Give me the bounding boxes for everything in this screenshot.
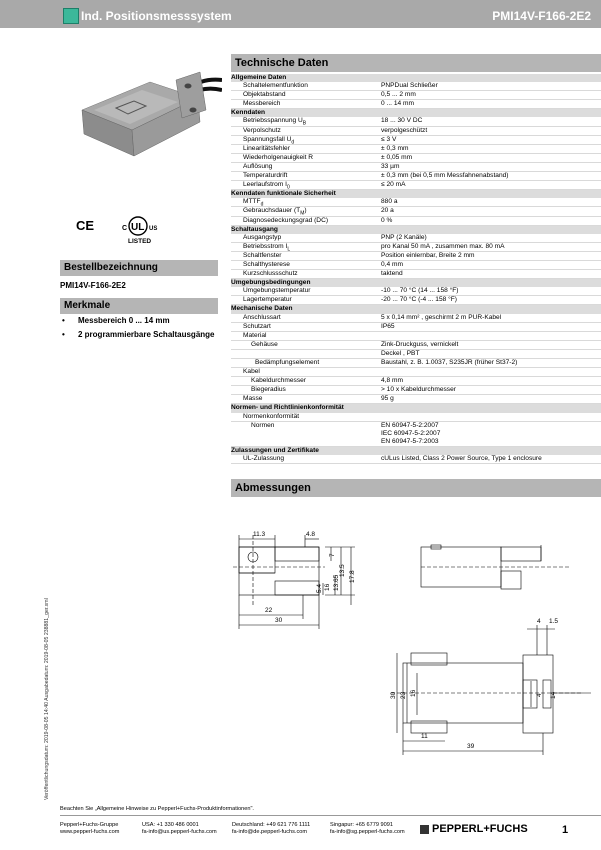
tech-section-header: [231, 447, 601, 455]
dim-label: 23: [400, 691, 407, 699]
tech-value: PNPDual Schließer: [381, 82, 438, 90]
tech-key: Messbereich: [243, 100, 281, 108]
tech-row: [231, 127, 601, 136]
footer-group: Pepperl+Fuchs-Gruppe www.pepperl-fuchs.com: [60, 822, 120, 835]
tech-key-subscript: B: [302, 120, 307, 127]
publication-info: Veröffentlichungsdatum: 2019-08-05 14:40 Ausgabedatum: 2019-08-05 238881_ger.xml: [44, 598, 50, 800]
tech-key: Masse: [243, 395, 263, 403]
tech-value: 0,5 ... 2 mm: [381, 91, 416, 99]
tech-key: Bedämpfungselement: [255, 359, 320, 366]
tech-row: [231, 455, 601, 464]
tech-row: [231, 270, 601, 279]
dim-label: 7: [329, 553, 336, 557]
dim-label: 1.5: [549, 618, 559, 625]
header-bar: [0, 0, 601, 28]
tech-key: Temperaturdrift: [243, 172, 288, 180]
ce-mark: CE: [76, 218, 95, 233]
tech-row: [231, 136, 601, 145]
tech-row: [231, 422, 601, 447]
tech-row: [231, 413, 601, 422]
tech-key-subscript: d: [260, 201, 264, 208]
tech-row: [231, 350, 601, 359]
tech-row: [231, 154, 601, 163]
tech-key: Normen- und Richtlinienkonformität: [231, 404, 344, 412]
dim-label: 39: [467, 743, 475, 750]
tech-row: [231, 314, 601, 323]
tech-value: Deckel , PBT: [381, 349, 420, 357]
tech-row: [231, 395, 601, 404]
dim-label: 16: [410, 689, 417, 697]
tech-row: [231, 145, 601, 154]
product-code: PMI14V-F166-2E2: [492, 9, 591, 23]
tech-value: -20 ... 70 °C (-4 ... 158 °F): [381, 296, 457, 304]
dim-label: 4.8: [306, 531, 316, 538]
ul-listed-label: LISTED: [128, 238, 152, 245]
footer-germany: Deutschland: +49 621 776 1111 fa-info@de.pepperl-fuchs.com: [232, 822, 311, 835]
tech-key: Diagnosedeckungsgrad (DC): [243, 216, 329, 224]
footer-email[interactable]: fa-info@sg.pepperl-fuchs.com: [330, 829, 405, 835]
tech-row: [231, 217, 601, 226]
product-category-icon: [63, 8, 79, 24]
tech-table: [231, 74, 601, 464]
tech-row: [231, 341, 601, 350]
tech-value: > 10 x Kabeldurchmesser: [381, 386, 456, 394]
tech-key: Allgemeine Daten: [231, 74, 287, 81]
tech-value: 33 µm: [381, 162, 400, 170]
tech-key: Schaltelementfunktion: [243, 82, 308, 90]
tech-row: [231, 287, 601, 296]
tech-key: Betriebsspannung U: [243, 117, 303, 125]
dim-label: 16: [324, 583, 331, 591]
tech-value: 18 ... 30 V DC: [381, 117, 423, 125]
tech-key: Umgebungstemperatur: [243, 287, 311, 295]
tech-key: MTTF: [243, 198, 261, 206]
product-photo: [72, 60, 222, 170]
tech-value: 880 a: [381, 198, 398, 206]
footer-email[interactable]: fa-info@de.pepperl-fuchs.com: [232, 829, 308, 835]
tech-key-subscript: M: [300, 210, 305, 217]
footer-link[interactable]: www.pepperl-fuchs.com: [60, 829, 120, 835]
tech-key: Schutzart: [243, 322, 271, 330]
tech-key: Kenndaten: [231, 109, 266, 117]
tech-key: Lagertemperatur: [243, 296, 292, 304]
dim-label: 30: [390, 691, 397, 699]
tech-key: Normen: [251, 421, 275, 429]
tech-key: Kabel: [243, 368, 260, 376]
tech-section-header: [231, 109, 601, 117]
tech-key: Material: [243, 331, 267, 339]
tech-key: Normenkonformität: [243, 412, 300, 420]
tech-key: Schaltfenster: [243, 251, 282, 259]
tech-row: [231, 163, 601, 172]
ul-c-mark: C: [122, 225, 128, 232]
tech-key: Linearitätsfehler: [243, 144, 290, 152]
tech-row: [231, 172, 601, 181]
footer-usa: USA: +1 330 486 0001 fa-info@us.pepperl-fuchs.com: [142, 822, 217, 835]
tech-row: [231, 234, 601, 243]
tech-key: Betriebsstrom I: [243, 242, 288, 250]
tech-key: Wiederholgenauigkeit R: [243, 153, 314, 161]
tech-value: ≤ 20 mA: [381, 181, 406, 189]
tech-key: Ausgangstyp: [243, 233, 282, 241]
tech-row: [231, 386, 601, 395]
tech-key: Objektabstand: [243, 91, 286, 99]
tech-key: Kurzschlussschutz: [243, 270, 298, 278]
footer-singapore: Singapur: +65 6779 9091 fa-info@sg.pepperl-fuchs.com: [330, 822, 405, 835]
tech-value: 95 g: [381, 395, 394, 403]
tech-key-subscript: 0: [286, 184, 290, 191]
tech-key: Verpolschutz: [243, 126, 281, 134]
page-title: Ind. Positionsmesssystem: [81, 9, 232, 23]
page-number: 1: [562, 824, 569, 836]
tech-value: 0,4 mm: [381, 260, 403, 268]
tech-key: Spannungsfall U: [243, 135, 292, 143]
tech-row: [231, 323, 601, 332]
tech-row: [231, 252, 601, 261]
dim-label: 11: [421, 733, 428, 740]
tech-row: [231, 82, 601, 91]
footer-divider: [60, 815, 601, 816]
tech-key: Kabeldurchmesser: [251, 377, 306, 385]
dim-label: 5.4: [316, 583, 323, 593]
dim-label: 22: [265, 607, 273, 614]
dim-label: 13.5: [339, 564, 346, 577]
tech-heading: Technische Daten: [231, 54, 601, 72]
tech-row: [231, 332, 601, 341]
tech-row: [231, 368, 601, 377]
tech-key: Gebrauchsdauer (T: [243, 207, 301, 215]
brand-logo: PEPPERL+FUCHS: [420, 823, 528, 835]
tech-key-suffix: ): [304, 207, 307, 215]
dim-label: 13.65: [333, 574, 340, 591]
ul-us-mark: US: [149, 226, 158, 232]
tech-value-line: IEC 60947-5-2:2007: [381, 429, 441, 437]
tech-value: taktend: [381, 270, 403, 278]
tech-value-line: EN 60947-5-7:2003: [381, 437, 439, 445]
tech-row: [231, 100, 601, 109]
tech-key: Gehäuse: [251, 340, 278, 348]
tech-value: 0 ... 14 mm: [381, 100, 414, 108]
tech-key: Kenndaten funktionale Sicherheit: [231, 190, 336, 198]
dimension-drawing: [231, 505, 601, 765]
tech-section-header: [231, 404, 601, 412]
dim-label: 4: [537, 618, 541, 625]
tech-section-header: [231, 74, 601, 82]
tech-row: [231, 296, 601, 305]
tech-key: Umgebungsbedingungen: [231, 279, 311, 287]
general-notes: Beachten Sie „Allgemeine Hinweise zu Pepperl+Fuchs-Produktinformationen".: [60, 806, 254, 812]
tech-row: [231, 261, 601, 270]
tech-key: UL-Zulassung: [243, 454, 285, 462]
tech-value: verpolgeschützt: [381, 126, 428, 134]
tech-key: Schalthysterese: [243, 260, 290, 268]
tech-value: ± 0,3 mm (bei 0,5 mm Messfahnenabstand): [381, 172, 509, 180]
tech-value: Position einlernbar, Breite 2 mm: [381, 251, 475, 259]
order-code: PMI14V-F166-2E2: [60, 281, 126, 290]
tech-value: Zink-Druckguss, vernickelt: [381, 340, 459, 348]
tech-value-line: EN 60947-5-2:2007: [381, 421, 439, 429]
tech-value: 20 a: [381, 207, 394, 215]
tech-key-subscript: d: [291, 138, 295, 145]
dim-label: 11.3: [253, 531, 266, 538]
tech-value: [381, 422, 440, 446]
brand-mark-icon: [420, 825, 429, 834]
tech-value: ± 0,05 mm: [381, 153, 413, 161]
tech-value: Baustahl, z. B. 1.0037, S235JR (früher St37-2): [381, 359, 518, 366]
tech-key: Schaltausgang: [231, 225, 278, 233]
dim-label: 17.8: [349, 570, 356, 583]
tech-key: Mechanische Daten: [231, 305, 293, 313]
dim-label: 14: [550, 691, 557, 699]
cert-icons: [74, 208, 164, 248]
dim-label: 30: [275, 617, 283, 624]
tech-key: Anschlussart: [243, 313, 281, 321]
tech-value: ± 0,3 mm: [381, 144, 409, 152]
tech-section-header: [231, 305, 601, 313]
tech-value: IP65: [381, 322, 395, 330]
footer-email[interactable]: fa-info@us.pepperl-fuchs.com: [142, 829, 217, 835]
dimensions-heading: Abmessungen: [231, 479, 601, 497]
tech-section-header: [231, 226, 601, 234]
tech-row: [231, 359, 601, 368]
tech-row: [231, 198, 601, 207]
tech-key-subscript: L: [287, 246, 291, 253]
features-heading: Merkmale: [60, 298, 218, 314]
tech-section-header: [231, 190, 601, 198]
tech-value: -10 ... 70 °C (14 ... 158 °F): [381, 287, 459, 295]
tech-row: [231, 91, 601, 100]
tech-key: Auflösung: [243, 162, 273, 170]
tech-row: [231, 377, 601, 386]
dim-label: 4: [536, 693, 543, 697]
order-heading: Bestellbezeichnung: [60, 260, 218, 276]
tech-value: 4,8 mm: [381, 377, 403, 385]
tech-row: [231, 243, 601, 252]
tech-row: [231, 181, 601, 190]
tech-value: 5 x 0,14 mm² , geschirmt 2 m PUR-Kabel: [381, 313, 502, 321]
ul-mark: UL: [131, 222, 145, 233]
tech-value: 0 %: [381, 216, 393, 224]
tech-value: ≤ 3 V: [381, 135, 397, 143]
tech-key: Zulassungen und Zertifikate: [231, 446, 319, 454]
tech-value: cULus Listed, Class 2 Power Source, Type 1 enclosure: [381, 454, 542, 462]
tech-value: PNP (2 Kanäle): [381, 233, 427, 241]
tech-key: Leerlaufstrom I: [243, 181, 287, 189]
tech-row: [231, 207, 601, 216]
tech-value: pro Kanal 50 mA , zusammen max. 80 mA: [381, 242, 505, 250]
tech-row: [231, 117, 601, 126]
tech-key: Biegeradius: [251, 386, 286, 394]
certification-marks: [74, 208, 164, 248]
